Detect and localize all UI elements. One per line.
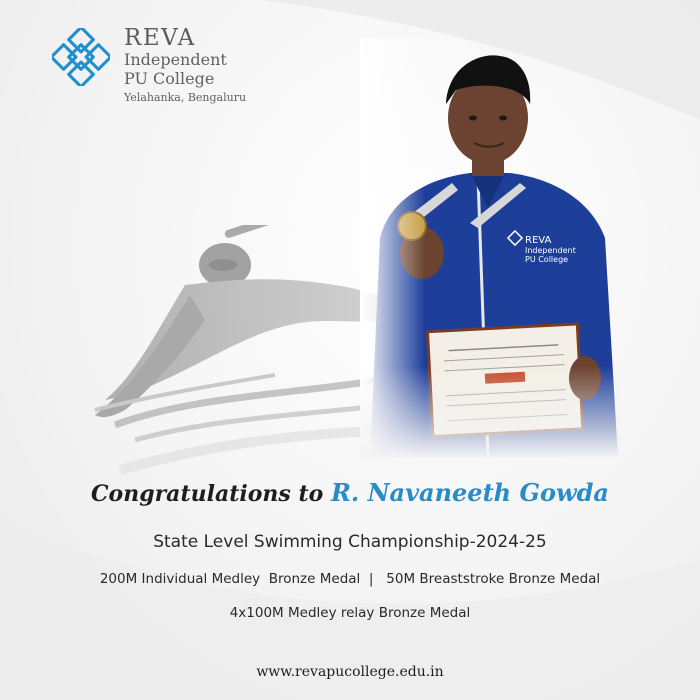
website-url: www.revapucollege.edu.in (256, 664, 444, 680)
college-logo (52, 26, 246, 106)
student-photo (360, 38, 620, 458)
medals-line-2: 4x100M Medley relay Bronze Medal (229, 605, 471, 621)
logo-location: Yelahanka, Bengaluru (124, 91, 247, 104)
logo-line-1: Independent (124, 50, 227, 69)
student-name: R. Navaneeth Gowda (330, 478, 609, 507)
medals-line-1: 200M Individual Medley Bronze Medal | 50M Breaststroke Bronze Medal (99, 571, 601, 587)
congratulations-headline (0, 478, 700, 507)
logo-name: REVA (124, 25, 196, 51)
logo-line-2: PU College (124, 69, 215, 88)
logo-text (124, 26, 246, 106)
event-title: State Level Swimming Championship-2024-25 (153, 532, 547, 552)
congratulations-prefix: Congratulations to (91, 481, 331, 507)
reva-knot-logo-icon (52, 28, 110, 86)
